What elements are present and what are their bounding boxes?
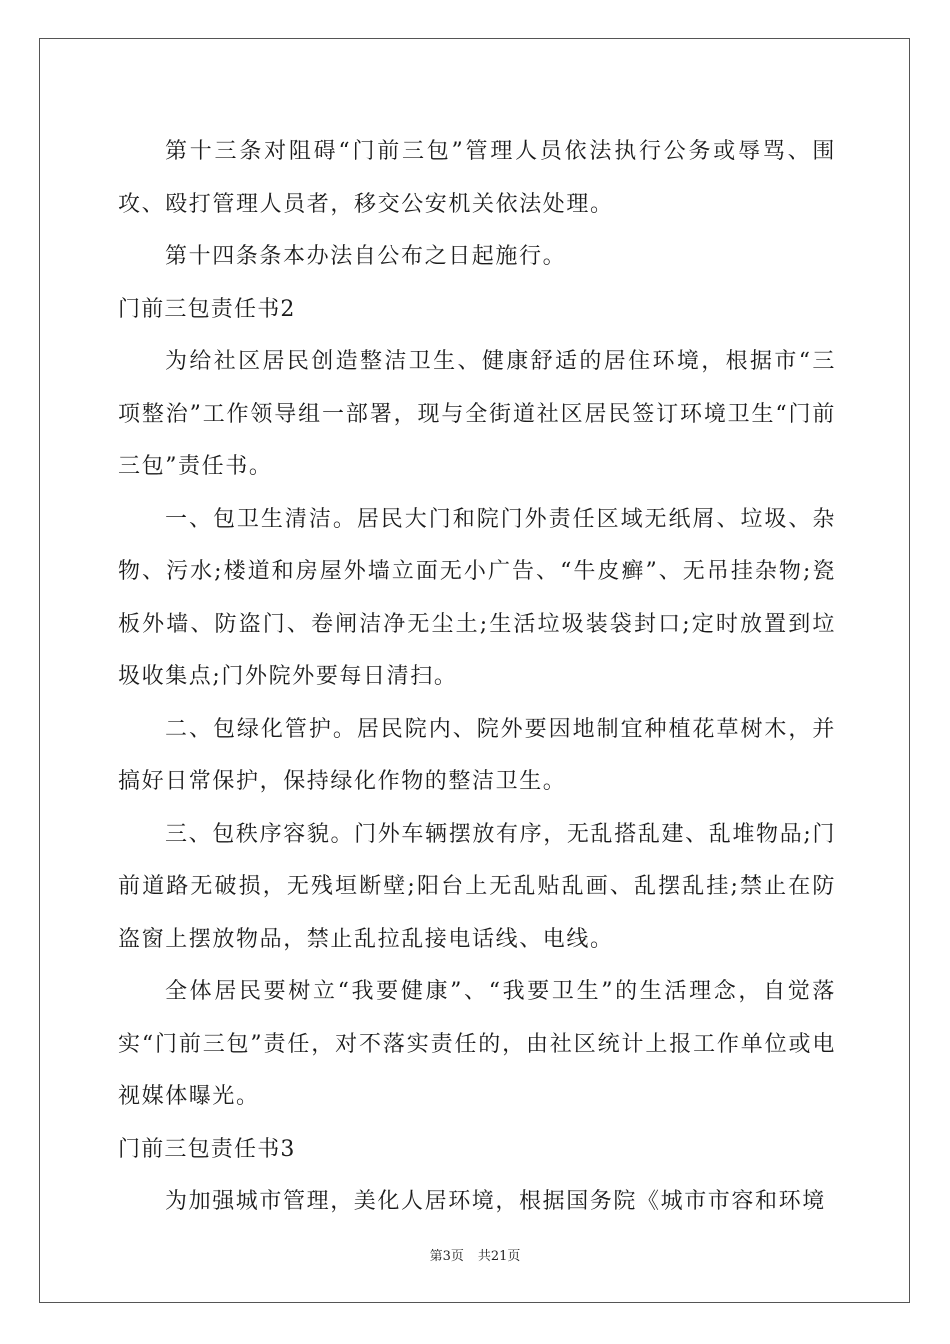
- page-total: 共21页: [477, 1249, 521, 1264]
- paragraph-intro-2: 为给社区居民创造整洁卫生、健康舒适的居住环境，根据市“三项整治”工作领导组一部署，现与全街道社区居民签订环境卫生“门前三包”责任书。: [118, 349, 836, 479]
- section-heading-2: 门前三包责任书2: [118, 296, 296, 322]
- paragraph-greening: 二、包绿化管护。居民院内、院外要因地制宜种植花草树木，并搞好日常保护，保持绿化作物的整洁卫生。: [118, 716, 836, 794]
- paragraph-residents: 全体居民要树立“我要健康”、“我要卫生”的生活理念，自觉落实“门前三包”责任，对不落实责任的，由社区统计上报工作单位或电视媒体曝光。: [118, 979, 836, 1109]
- paragraph-article-13: 第十三条对阻碍“门前三包”管理人员依法执行公务或辱骂、围攻、殴打管理人员者，移交公安机关依法处理。: [118, 139, 836, 217]
- paragraph-order: 三、包秩序容貌。门外车辆摆放有序，无乱搭乱建、乱堆物品;门前道路无破损，无残垣断壁;阳台上无乱贴乱画、乱摆乱挂;禁止在防盗窗上摆放物品，禁止乱拉乱接电话线、电线。: [118, 821, 836, 952]
- paragraph-intro-3: 为加强城市管理，美化人居环境，根据国务院《城市市容和环境: [165, 1189, 826, 1214]
- paragraph-sanitation: 一、包卫生清洁。居民大门和院门外责任区域无纸屑、垃圾、杂物、污水;楼道和房屋外墙立面无小广告、“牛皮癣”、无吊挂杂物;瓷板外墙、防盗门、卷闸洁净无尘土;生活垃圾装袋封口;定时放置到垃圾收集点;门外院外要每日清扫。: [118, 506, 836, 689]
- page-number: 第3页: [429, 1249, 464, 1264]
- document-body: [118, 126, 836, 1229]
- paragraph-article-14: 第十四条条本办法自公布之日起施行。: [165, 244, 567, 269]
- page-footer: [0, 1245, 950, 1264]
- section-heading-3: 门前三包责任书3: [118, 1136, 296, 1162]
